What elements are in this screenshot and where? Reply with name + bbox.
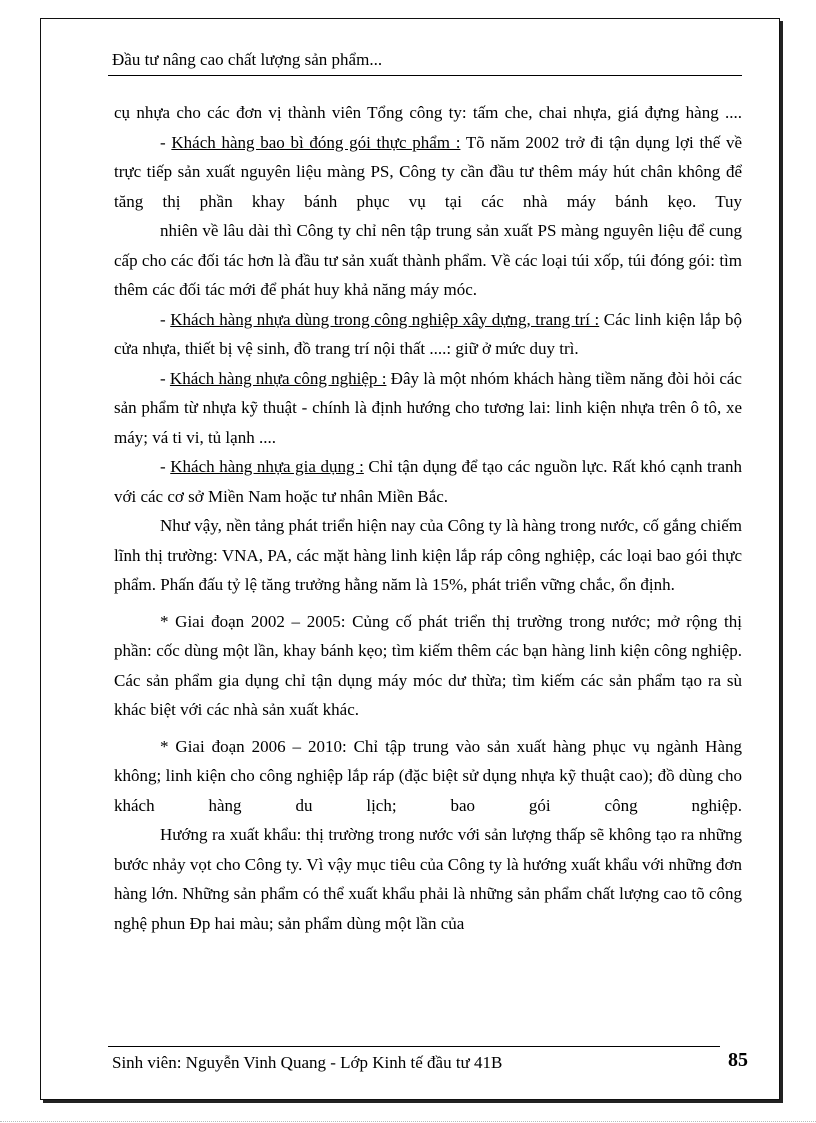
paragraph-5-text: Đây là một nhóm khách hàng tiềm năng đòi hỏi các sản phẩm từ nhựa kỹ thuật - chính là định hướng cho tương lai: linh kiện nhựa trên ô tô, xe máy; vá ti vi, tủ lạnh .... [114,368,742,447]
paragraph-3: nhiên về lâu dài thì Công ty chỉ nên tập trung sản xuất PS màng nguyên liệu để cung cấp cho các đối tác hơn là đầu tư sản xuất thành phẩm. Về các loại túi xốp, túi đóng gói: tìm thêm các đối tác mới để phát huy khả năng máy móc. [114,221,742,299]
footer-rule [108,1046,720,1047]
paragraph-1: cụ nhựa cho các đơn vị thành viên Tổng công ty: tấm che, chai nhựa, giá đựng hàng .... [114,103,742,122]
paragraph-9: * Giai đoạn 2006 – 2010: Chỉ tập trung vào sản xuất hàng phục vụ ngành Hàng không; linh kiện cho công nghiệp lắp ráp (đặc biệt sử dụng nhựa kỹ thuật cao); đồ dùng cho khách hàng du lịch; bao gói công nghiệp. [114,736,742,815]
paragraph-2-dash: - [160,132,172,152]
paragraph-6 [114,452,742,511]
paragraph-10: Hướng ra xuất khẩu: thị trường trong nước với sản lượng thấp sẽ không tạo ra những bước nhảy vọt cho Công ty. Vì vậy mục tiêu của Công ty là hướng xuất khẩu với những đơn hàng lớn. Những sản phẩm có thể xuất khẩu phải là những sản phẩm chất lượng cao tõ công nghệ phun Ðp hai màu; sản phẩm dùng một lần của [114,825,742,933]
paragraph-4-heading: Khách hàng nhựa dùng trong công nghiệp xây dựng, trang trí : [170,309,600,329]
paragraph-2-heading: Khách hàng bao bì đóng gói thực phẩm : [171,132,461,152]
paragraph-2 [114,128,742,217]
page-bottom-dotted-edge [0,1121,816,1122]
paragraph-5-dash: - [160,368,170,388]
paragraph-7: Như vậy, nền tảng phát triển hiện nay của Công ty là hàng trong nước, cố gắng chiếm lĩnh thị trường: VNA, PA, các mặt hàng linh kiện lắp ráp công nghiệp, các loại bao gói thực phẩm. Phấn đấu tỷ lệ tăng trưởng hằng năm là 15%, phát triển vững chắc, ổn định. [114,516,742,594]
paragraph-6-heading: Khách hàng nhựa gia dụng : [170,457,364,476]
paragraph-4-text: Các linh kiện lắp bộ cửa nhựa, thiết bị vệ sinh, đồ trang trí nội thất ....: giữ ở mức duy trì. [114,309,743,358]
page-header-title: Đầu tư nâng cao chất lượng sản phẩm... [112,50,383,69]
paragraph-8: * Giai đoạn 2002 – 2005: Củng cố phát triển thị trường trong nước; mở rộng thị phần: cốc dùng một lần, khay bánh kẹo; tìm kiếm thêm các bạn hàng linh kiện công nghiệp. Các sản phẩm gia dụng chỉ tận dụng máy móc dư thừa; tìm kiếm các sản phẩm tạo ra sù khác biệt với các nhà sản xuất khác. [114,611,742,719]
paragraph-4 [114,305,742,364]
body-text [114,98,742,938]
paragraph-6-dash: - [160,457,171,476]
footer-student-info: Sinh viên: Nguyễn Vinh Quang - Lớp Kinh tế đầu tư 41B [112,1053,503,1072]
paragraph-6-text: Chỉ tận dụng để tạo các nguồn lực. Rất khó cạnh tranh với các cơ sở Miền Nam hoặc tư nhân Miền Bắc. [114,457,742,506]
paragraph-4-dash: - [160,309,171,329]
page-number: 85 [728,1049,748,1071]
paragraph-2-text: Tõ năm 2002 trở đi tận dụng lợi thế về trực tiếp sản xuất nguyên liệu màng PS, Công ty cần đầu tư thêm máy hút chân không để tăng thị phần khay bánh phục vụ tại các nhà máy bánh kẹo. Tuy [114,132,742,211]
paragraph-5-heading: Khách hàng nhựa công nghiệp : [169,368,387,388]
paragraph-5 [114,364,742,453]
header-rule [108,75,742,76]
